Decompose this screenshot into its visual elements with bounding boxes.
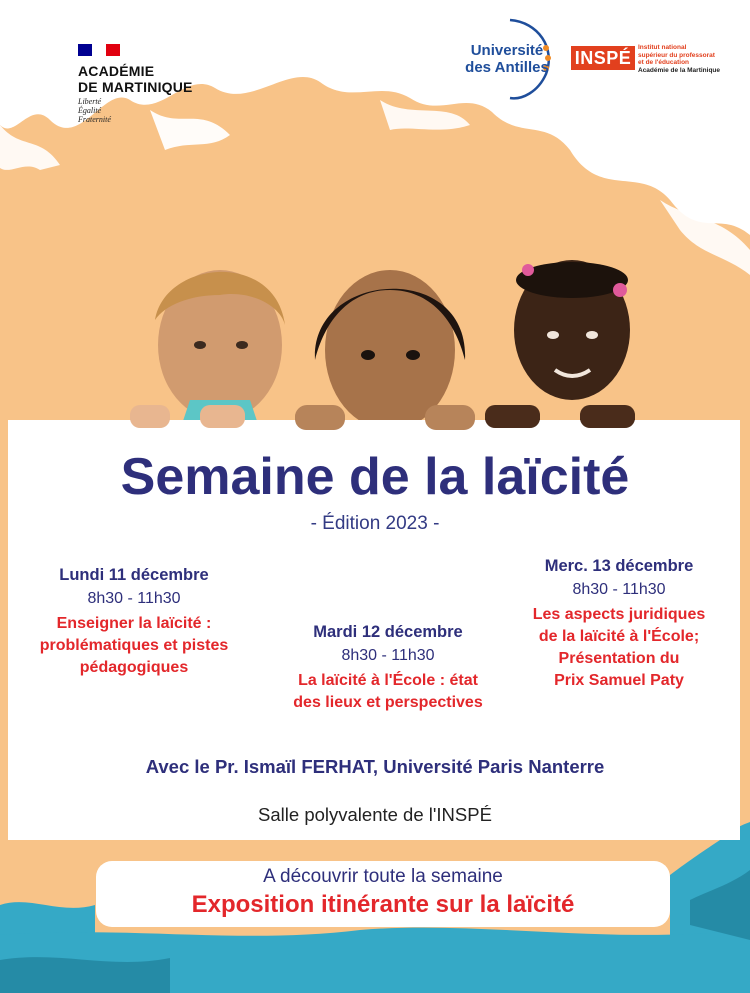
motto-fraternite: Fraternité (78, 115, 111, 124)
topic-line: Les aspects juridiques (532, 606, 706, 623)
topic-line: Prix Samuel Paty (554, 672, 684, 689)
academie-name (78, 63, 228, 95)
topic-line: problématiques et pistes (39, 637, 229, 654)
day-hours: 8h30 - 11h30 (87, 590, 181, 607)
venue-line: Salle polyvalente de l'INSPÉ (258, 804, 492, 825)
inspe-logo-mark: INSPÉ (571, 46, 635, 70)
academie-logo (78, 44, 228, 124)
day-monday (8, 563, 260, 679)
day-topic (262, 670, 514, 714)
academie-line-1: ACADÉMIE (78, 63, 155, 79)
day-wednesday (494, 554, 744, 692)
topic-line: pédagogiques (79, 659, 189, 676)
day-date: Lundi 11 décembre (59, 566, 209, 584)
universite-logo (458, 18, 558, 100)
day-topic (8, 613, 260, 679)
topic-line: La laïcité à l'École : état (298, 672, 478, 689)
banner-subtitle: A découvrir toute la semaine (263, 866, 503, 887)
inspe-line-2: supérieur du professorat (638, 51, 715, 59)
inspe-line-1: Institut national (638, 44, 687, 51)
topic-line: des lieux et perspectives (293, 694, 483, 711)
republic-motto (78, 97, 228, 124)
inspe-line-4: Académie de la Martinique (638, 66, 720, 74)
universite-name (462, 42, 552, 76)
day-topic (494, 604, 744, 692)
day-hours: 8h30 - 11h30 (341, 647, 435, 664)
topic-line: Présentation du (558, 650, 680, 667)
universite-line-1: Université (470, 42, 544, 59)
universite-line-2: des Antilles (465, 59, 549, 76)
motto-egalite: Égalité (78, 106, 102, 115)
edition-label: - Édition 2023 - (310, 513, 440, 534)
event-title: Semaine de la laïcité (120, 448, 630, 506)
topic-line: de la laïcité à l'École; (538, 628, 700, 645)
topic-line: Enseigner la laïcité : (56, 615, 212, 632)
inspe-line-3: et de l'éducation (638, 59, 690, 66)
banner-title: Exposition itinérante sur la laïcité (191, 891, 575, 918)
day-tuesday (262, 620, 514, 714)
flag-red (106, 44, 120, 56)
academie-line-2: DE MARTINIQUE (78, 79, 193, 95)
speaker-line: Avec le Pr. Ismaïl FERHAT, Université Paris Nanterre (145, 756, 605, 777)
children-hands (110, 400, 650, 440)
flag-white (92, 44, 106, 56)
inspe-logo (571, 42, 746, 74)
day-date: Merc. 13 décembre (544, 557, 694, 575)
day-date: Mardi 12 décembre (313, 623, 463, 641)
flag-blue (78, 44, 92, 56)
motto-liberte: Liberté (78, 97, 102, 106)
day-hours: 8h30 - 11h30 (572, 581, 666, 598)
inspe-description (638, 44, 748, 74)
french-flag-icon (78, 44, 120, 56)
exhibition-banner (96, 861, 670, 927)
